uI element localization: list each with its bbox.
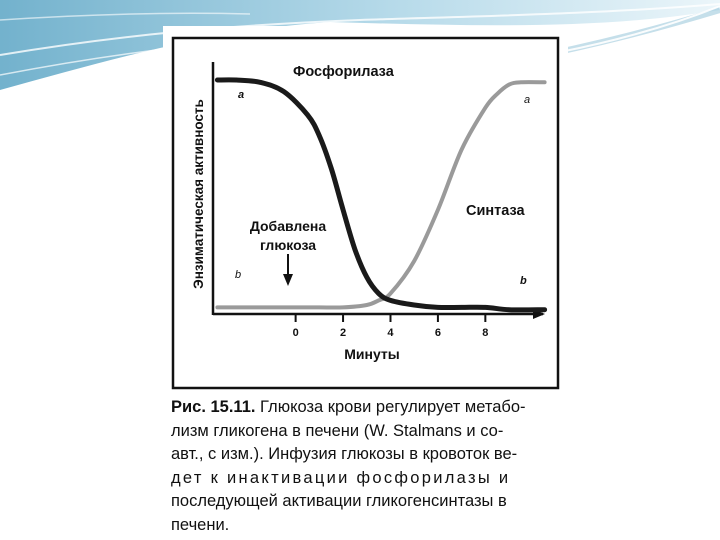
figure-caption <box>171 396 563 537</box>
series-label-phosphorylase: Фосфорилаза <box>293 64 394 80</box>
x-tick-label: 4 <box>387 327 394 339</box>
phosphorylase-line <box>217 80 544 310</box>
series-group <box>217 80 544 310</box>
annotation-line-2: глюкоза <box>259 237 317 253</box>
caption-figure-label: Рис. 15.11. <box>171 398 256 416</box>
x-tick-label: 0 <box>292 327 299 339</box>
synthase-start-label: b <box>235 269 242 281</box>
x-axis-label: Минуты <box>344 346 400 362</box>
caption-line-2: лизм гликогена в печени (W. Stalmans и со- <box>171 421 504 440</box>
synthase-line <box>217 82 544 307</box>
y-axis-label: Энзиматическая активность <box>191 99 206 289</box>
annotation-line-1: Добавлена <box>249 218 327 234</box>
caption-line-1: Глюкоза крови регулирует метабо- <box>255 398 526 416</box>
series-label-synthase: Синтаза <box>466 203 525 219</box>
synthase-end-label: a <box>524 94 531 106</box>
x-tick-label: 8 <box>482 327 489 339</box>
caption-line-6: печени. <box>171 515 230 534</box>
activity-chart <box>163 26 568 391</box>
caption-line-3: авт., с изм.). Инфузия глюкозы в кровоток ве- <box>171 445 518 463</box>
caption-line-4: дет к инактивации фосфорилазы и <box>171 468 511 487</box>
phosphorylase-end-label: b <box>520 275 527 287</box>
x-tick-label: 6 <box>434 327 441 339</box>
annotation-arrow-head <box>283 274 293 286</box>
phosphorylase-start-label: a <box>238 89 245 101</box>
scanned-figure-page <box>163 26 568 534</box>
x-ticks <box>293 314 489 339</box>
x-tick-label: 2 <box>339 327 347 339</box>
caption-line-5: последующей активации гликогенсинтазы в <box>171 492 507 510</box>
